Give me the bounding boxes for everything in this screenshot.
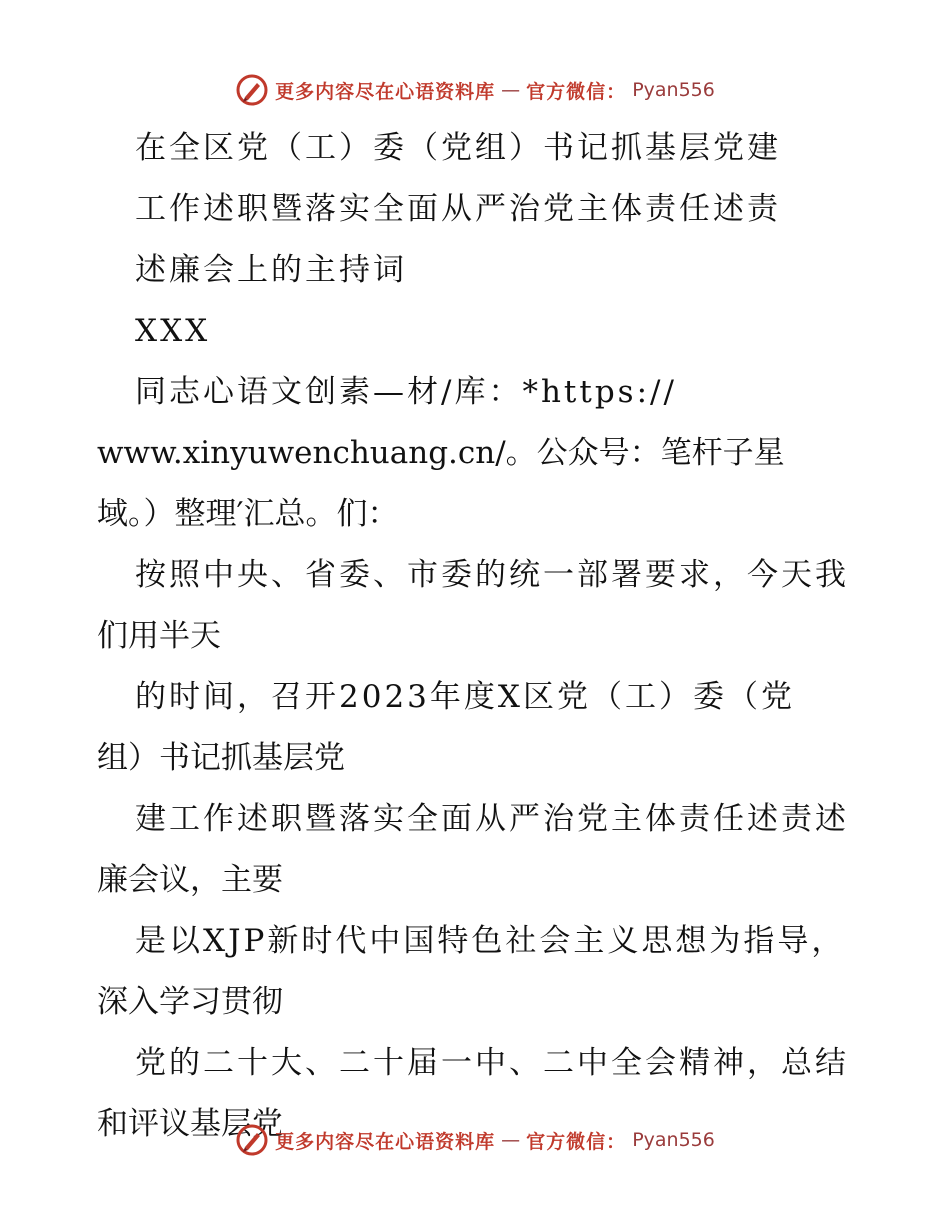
- document-body: [97, 118, 867, 1155]
- banner-main-text: 更多内容尽在心语资料库: [275, 80, 496, 103]
- paragraph-line: 按照中央、省委、市委的统一部署要求，今天我: [135, 557, 849, 593]
- banner-dash: —: [501, 1129, 521, 1151]
- banner-wechat-id: Pyan556: [632, 1129, 715, 1151]
- paragraph-line: 域。）整理′汇总。们：: [97, 496, 399, 532]
- header-banner: [0, 70, 950, 110]
- paragraph-line: 是以XJP新时代中国特色社会主义思想为指导，: [135, 923, 846, 959]
- banner-wechat-id: Pyan556: [632, 79, 715, 101]
- banner-official-label: 官方微信：: [526, 1130, 627, 1153]
- banner-main-text: 更多内容尽在心语资料库: [275, 1130, 496, 1153]
- pen-logo-icon: [235, 73, 269, 107]
- paragraph-line: 深入学习贯彻: [97, 984, 283, 1020]
- paragraph-line: 们用半天: [97, 618, 221, 654]
- pen-logo-icon: [235, 1123, 269, 1157]
- paragraph-line: 廉会议，主要: [97, 862, 283, 898]
- paragraph-line: 党的二十大、二十届一中、二中全会精神，总结: [135, 1045, 849, 1081]
- footer-banner: [0, 1120, 950, 1160]
- title-line-3: 述廉会上的主持词: [135, 252, 407, 288]
- paragraph-line: 的时间，召开2023年度X区党（工）委（党: [135, 679, 795, 715]
- paragraph-line: 建工作述职暨落实全面从严治党主体责任述责述: [135, 801, 849, 837]
- author-line: XXX: [135, 313, 211, 349]
- paragraph-line: 同志心语文创素—材/库：*https://: [135, 374, 677, 410]
- paragraph-line: www.xinyuwenchuang.cn/。公众号：笔杆子星: [97, 435, 785, 471]
- paragraph-line: 和评议基层党: [97, 1106, 283, 1142]
- banner-dash: —: [501, 79, 521, 101]
- title-line-1: 在全区党（工）委（党组）书记抓基层党建: [135, 130, 781, 166]
- banner-official-label: 官方微信：: [526, 80, 627, 103]
- paragraph-line: 组）书记抓基层党: [97, 740, 345, 776]
- title-line-2: 工作述职暨落实全面从严治党主体责任述责: [135, 191, 781, 227]
